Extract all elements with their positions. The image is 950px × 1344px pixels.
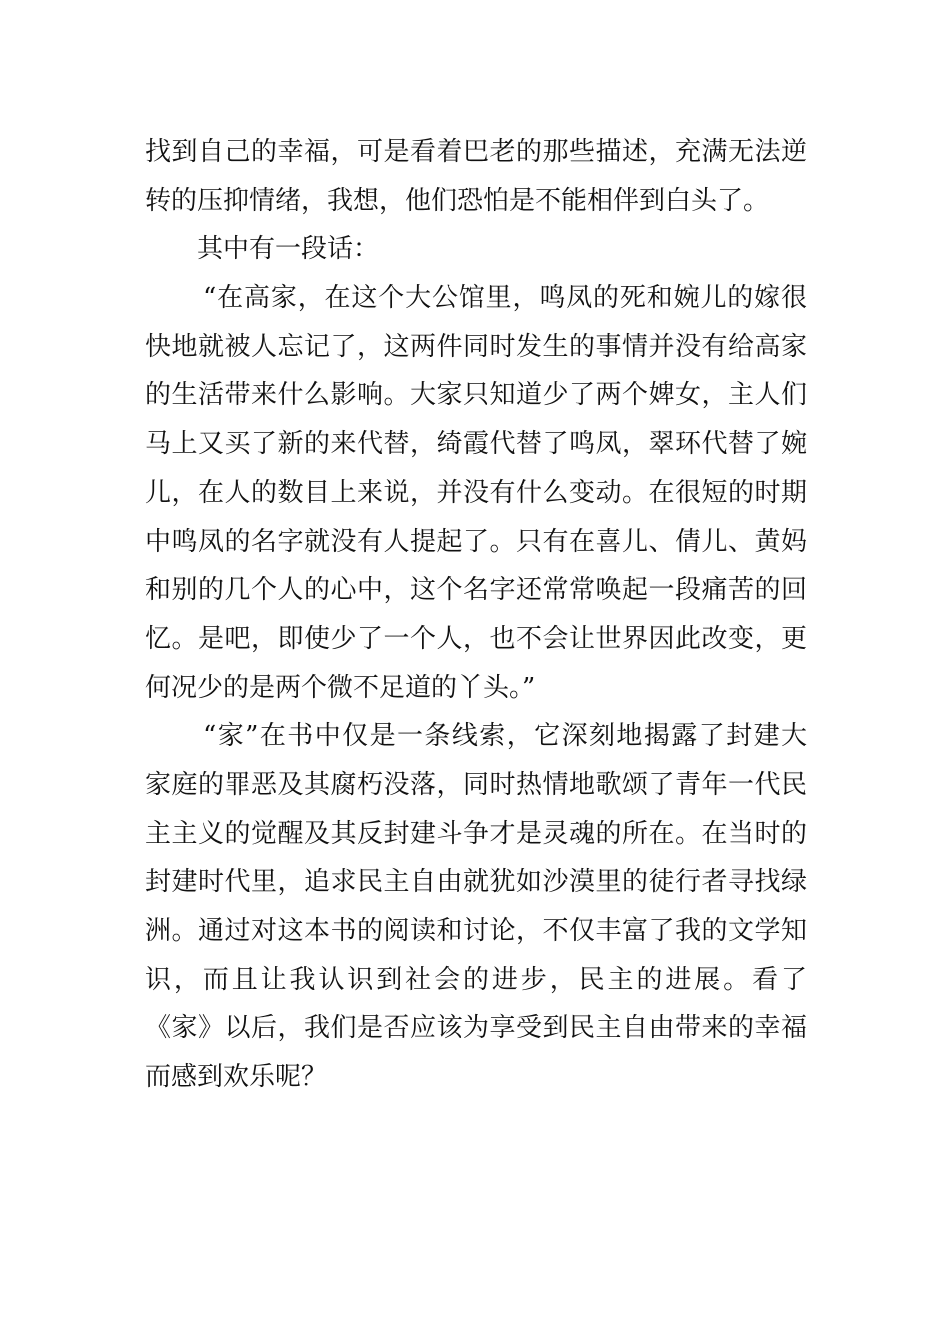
text-line: 而感到欢乐呢？ — [145, 1062, 328, 1093]
text-line: 的生活带来什么影响。大家只知道少了两个婢女，主人们 — [145, 380, 807, 411]
text-line: 快地就被人忘记了，这两件同时发生的事情并没有给高家 — [145, 331, 807, 362]
text-line: 儿，在人的数目上来说，并没有什么变动。在很短的时期 — [145, 477, 807, 508]
text-line: 洲。通过对这本书的阅读和讨论，不仅丰富了我的文学知 — [145, 916, 807, 946]
text-line: 马上又买了新的来代替，绮霞代替了鸣凤，翠环代替了婉 — [145, 429, 807, 460]
text-line: 忆。是吧，即使少了一个人，也不会让世界因此改变，更 — [145, 623, 807, 654]
text-line: 封建时代里，追求民主自由就犹如沙漠里的徒行者寻找绿 — [145, 867, 807, 898]
text-line: 其中有一段话： — [197, 234, 380, 265]
text-line: 找到自己的幸福，可是看着巴老的那些描述，充满无法逆 — [145, 137, 807, 167]
text-line: 和别的几个人的心中，这个名字还常常唤起一段痛苦的回 — [145, 575, 807, 606]
text-line: “家”在书中仅是一条线索，它深刻地揭露了封建大 — [203, 721, 807, 752]
text-line: 识，而且让我认识到社会的进步，民主的进展。看了 — [145, 964, 807, 995]
text-line: 《家》以后，我们是否应该为享受到民主自由带来的幸福 — [145, 1013, 807, 1044]
text-line: 中鸣凤的名字就没有人提起了。只有在喜儿、倩儿、黄妈 — [145, 526, 807, 557]
text-line: 何况少的是两个微不足道的丫头。” — [145, 672, 536, 703]
text-line: 主主义的觉醒及其反封建斗争才是灵魂的所在。在当时的 — [145, 818, 807, 849]
text-line: 转的压抑情绪，我想，他们恐怕是不能相伴到白头了。 — [145, 185, 770, 216]
text-line: 家庭的罪恶及其腐朽没落，同时热情地歌颂了青年一代民 — [145, 769, 807, 800]
text-line: “在高家，在这个大公馆里，鸣凤的死和婉儿的嫁很 — [203, 283, 807, 314]
document-body — [145, 128, 807, 1102]
